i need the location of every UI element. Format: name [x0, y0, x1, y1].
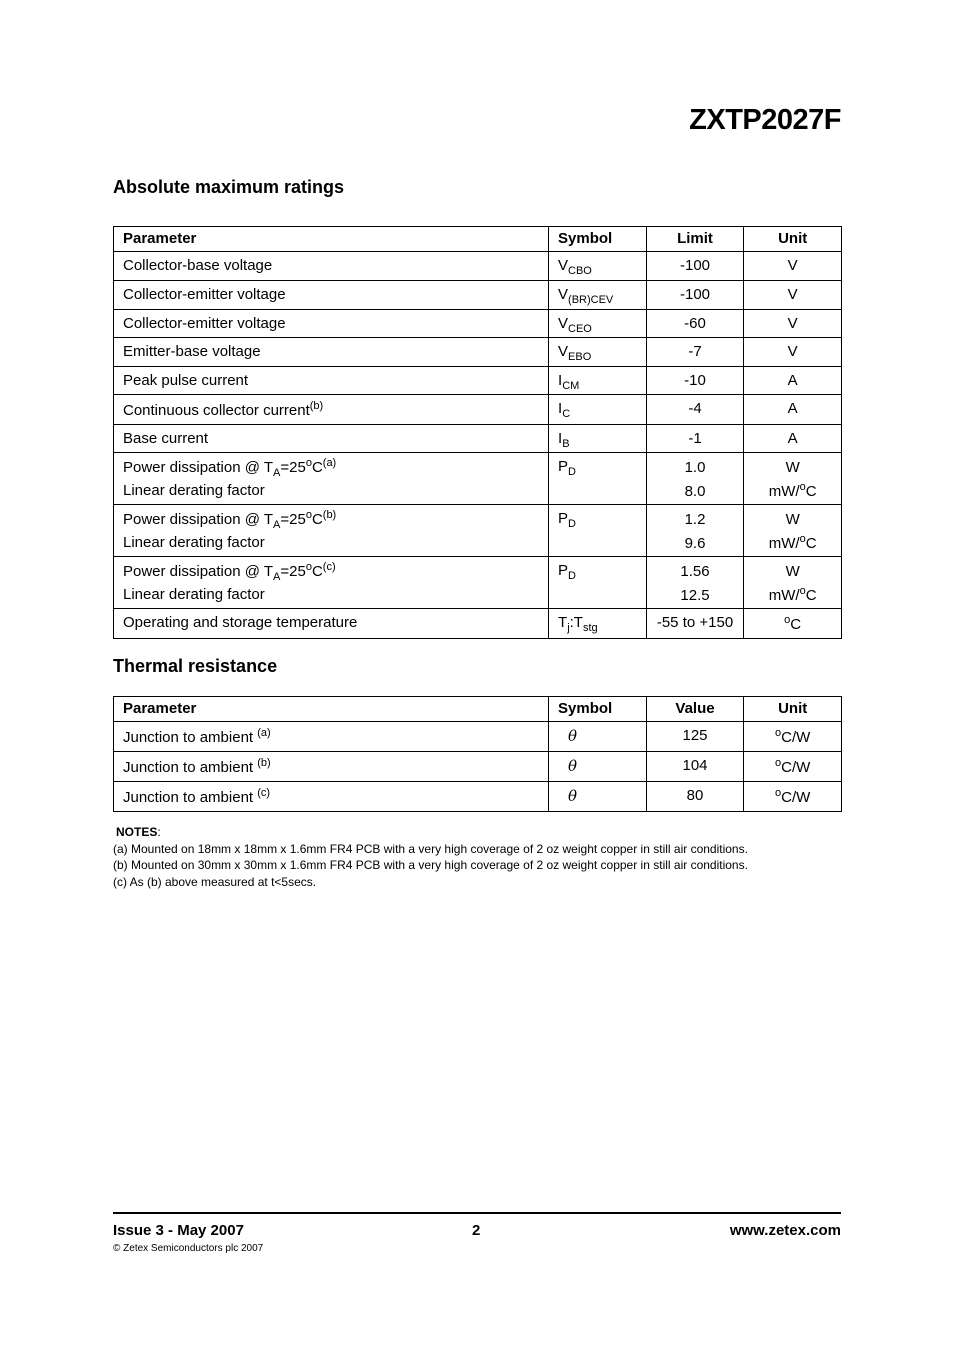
- limit-cell: -1: [646, 425, 744, 453]
- symbol-cell: $I_B$: [549, 425, 647, 453]
- footnote-ref: (c): [257, 787, 271, 799]
- limit-cell: 1.56 12.5: [646, 557, 744, 609]
- unit-cell: $^o$C/W: [744, 752, 842, 782]
- symbol-cell: $I_{CM}$: [549, 367, 647, 395]
- unit-cell: W mW/$^o$C: [744, 557, 842, 609]
- param-cell: Emitter-base voltage: [114, 338, 549, 367]
- table-row: [114, 453, 842, 505]
- abs-max-title: Absolute maximum ratings: [113, 177, 345, 197]
- table-row: [114, 367, 842, 395]
- unit-cell: W mW/$^o$C: [744, 453, 842, 505]
- symbol-cell: $P_D$: [549, 453, 647, 505]
- symbol-cell: $V_{(BR)CEV}$: [549, 281, 647, 310]
- theta-symbol: θ: [568, 727, 578, 745]
- param-cell: Power dissipation @ $T_A=25^oC^{(a)}$ Linear derating factor: [114, 453, 549, 505]
- page-number: 2: [472, 1222, 481, 1239]
- table-header-row: [114, 697, 842, 722]
- value-cell: 80: [646, 782, 744, 812]
- limit-cell: 1.0 8.0: [646, 453, 744, 505]
- param-cell: Collector-emitter voltage: [114, 310, 549, 338]
- unit-cell: V: [744, 310, 842, 338]
- limit-cell: -100: [646, 281, 744, 310]
- unit-cell: W mW/$^o$C: [744, 505, 842, 557]
- unit-cell: $^o$C: [744, 609, 842, 639]
- table-header-row: [114, 227, 842, 252]
- param-cell: Power dissipation @ $T_A=25^oC^{(b)}$ Linear derating factor: [114, 505, 549, 557]
- part-number: ZXTP2027F: [689, 104, 841, 136]
- abs-max-table: [113, 226, 842, 639]
- symbol-cell: $T_j:T_{stg}$: [549, 609, 647, 639]
- limit-cell: 1.2 9.6: [646, 505, 744, 557]
- footer-divider: [113, 1212, 841, 1214]
- theta-symbol: θ: [568, 787, 578, 805]
- header-parameter: Parameter: [114, 227, 549, 252]
- param-cell: Collector-base voltage: [114, 252, 549, 281]
- table-row: [114, 505, 842, 557]
- table-row: [114, 310, 842, 338]
- header-unit: Unit: [744, 697, 842, 722]
- limit-cell: -4: [646, 395, 744, 425]
- unit-cell: $^o$C/W: [744, 722, 842, 752]
- header-symbol: Symbol: [549, 227, 647, 252]
- symbol-cell: [549, 782, 647, 812]
- symbol-cell: $P_D$: [549, 557, 647, 609]
- footnote-ref: (b): [257, 757, 271, 769]
- limit-cell: -60: [646, 310, 744, 338]
- theta-symbol: θ: [568, 757, 578, 775]
- note-a: (a) Mounted on 18mm x 18mm x 1.6mm FR4 PCB with a very high coverage of 2 oz weight copper in still air conditions.: [113, 841, 748, 856]
- header-unit: Unit: [744, 227, 842, 252]
- value-cell: 125: [646, 722, 744, 752]
- symbol-cell: $V_{CBO}$: [549, 252, 647, 281]
- limit-cell: -10: [646, 367, 744, 395]
- footer-website-link[interactable]: www.zetex.com: [729, 1222, 841, 1239]
- table-row: [114, 722, 842, 752]
- symbol-cell: [549, 722, 647, 752]
- table-row: [114, 281, 842, 310]
- limit-cell: -100: [646, 252, 744, 281]
- table-row: [114, 782, 842, 812]
- table-row: [114, 609, 842, 639]
- note-c: (c) As (b) above measured at t<5secs.: [113, 874, 317, 889]
- unit-cell: A: [744, 367, 842, 395]
- footnote-ref: (b): [322, 509, 337, 521]
- param-cell: Power dissipation @ $T_A=25^oC^{(c)}$ Linear derating factor: [114, 557, 549, 609]
- table-row: [114, 425, 842, 453]
- symbol-cell: $V_{CEO}$: [549, 310, 647, 338]
- footnote-ref: (c): [322, 561, 336, 573]
- table-row: [114, 395, 842, 425]
- header-value: Value: [646, 697, 744, 722]
- notes-heading: NOTES:: [116, 825, 161, 839]
- value-cell: 104: [646, 752, 744, 782]
- param-cell: Operating and storage temperature: [114, 609, 549, 639]
- unit-cell: A: [744, 425, 842, 453]
- footnote-ref: (a): [322, 457, 337, 469]
- table-row: [114, 752, 842, 782]
- param-cell: Junction to ambient $^{(c)}$: [114, 782, 549, 812]
- symbol-cell: $P_D$: [549, 505, 647, 557]
- thermal-table: [113, 696, 842, 812]
- note-b: (b) Mounted on 30mm x 30mm x 1.6mm FR4 PCB with a very high coverage of 2 oz weight copper in still air conditions.: [113, 858, 748, 872]
- unit-cell: $^o$C/W: [744, 782, 842, 812]
- thermal-title: Thermal resistance: [113, 656, 278, 676]
- symbol-cell: $I_C$: [549, 395, 647, 425]
- limit-cell: -7: [646, 338, 744, 367]
- param-cell: Base current: [114, 425, 549, 453]
- param-cell: Junction to ambient $^{(b)}$: [114, 752, 549, 782]
- footnote-ref: (b): [309, 400, 324, 412]
- table-row: [114, 338, 842, 367]
- header-parameter: Parameter: [114, 697, 549, 722]
- param-cell: Junction to ambient $^{(a)}$: [114, 722, 549, 752]
- unit-cell: V: [744, 281, 842, 310]
- param-cell: Peak pulse current: [114, 367, 549, 395]
- unit-cell: V: [744, 252, 842, 281]
- footnote-ref: (a): [257, 727, 271, 739]
- header-limit: Limit: [646, 227, 744, 252]
- notes-section: [113, 824, 853, 890]
- footer-copyright: © Zetex Semiconductors plc 2007: [113, 1243, 264, 1254]
- param-cell: Collector-emitter voltage: [114, 281, 549, 310]
- symbol-cell: [549, 752, 647, 782]
- table-row: [114, 252, 842, 281]
- unit-cell: A: [744, 395, 842, 425]
- footer-issue: Issue 3 - May 2007: [113, 1222, 244, 1239]
- symbol-cell: $V_{EBO}$: [549, 338, 647, 367]
- unit-cell: V: [744, 338, 842, 367]
- limit-cell: -55 to +150: [646, 609, 744, 639]
- table-row: [114, 557, 842, 609]
- header-symbol: Symbol: [549, 697, 647, 722]
- param-cell: Continuous collector current$^{(b)}$: [114, 395, 549, 425]
